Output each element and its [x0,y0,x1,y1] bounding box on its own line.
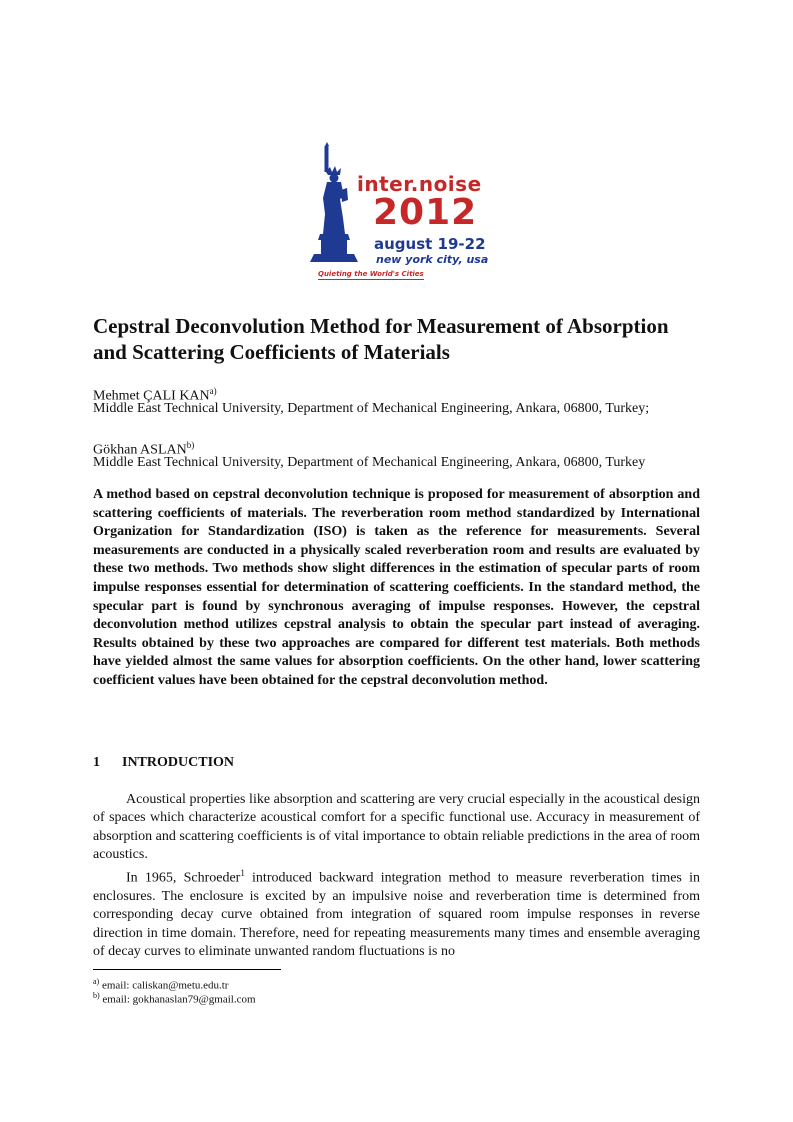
paper-title: Cepstral Deconvolution Method for Measurement of Absorption and Scattering Coefficients of Materials [93,314,669,364]
conference-logo [310,142,490,288]
section-heading [93,755,234,771]
p2-text-start: In 1965, Schroeder [126,870,241,886]
logo-tagline: Quieting the World's Cities [318,270,424,278]
logo-dates-text: august 19-22 [374,235,486,253]
logo-city-text: new york city, usa [376,253,489,266]
logo-year-text: 2012 [373,192,478,233]
author-1-affiliation: Middle East Technical University, Department of Mechanical Engineering, Ankara, 06800, Turkey; [93,401,650,416]
author-2-affiliation: Middle East Technical University, Department of Mechanical Engineering, Ankara, 06800, Turkey [93,455,646,470]
footnote-b-mark: b) [93,991,100,1000]
intro-paragraph-1: Acoustical properties like absorption and scattering are very crucial especially in the acoustical design of spaces which characterize acoustical comfort for a specific functional use. Accuracy in measurement of absorption and scattering coefficients is of vital importance to obtain reliable predictions in the area of room acoustics. [93,792,700,862]
p2-text-rest: introduced backward integration method to measure reverberation times in enclosures. The enclosure is excited by an impulsive noise and reverberation time is determined from corresponding decay curve obtained from integration of squared room impulse responses in reverse direction in time domain. Therefore, need for repeating measurements many times and ensemble averaging of decay curves to eliminate unwanted random fluctuations is no [93,870,700,959]
abstract: A method based on cepstral deconvolution technique is proposed for measurement of absorption and scattering coefficients of materials. The reverberation room method standardized by International Organization for Standardization (ISO) is taken as the reference for measurements. Several measurements are conducted in a physically scaled reverberation room and results are evaluated by these two methods. Two methods show slight differences in the estimation of specular parts of room impulse responses essential for determination of scattering coefficients. In the standard method, the specular part is found by synchronous averaging of impulse responses. However, the cepstral deconvolution method utilizes cepstral analysis to obtain the specular part instead of averaging. Results obtained by these two approaches are compared for different test materials. Both methods have yielded almost the same values for absorption coefficients. On the other hand, lower scattering coefficient values have been obtained for the cepstral deconvolution method. [93,487,700,688]
author-1-name-text: Mehmet ÇALI KAN [93,388,210,404]
intro-paragraph-2 [93,864,700,961]
section-title: INTRODUCTION [122,755,235,770]
author-1-mark: a) [209,386,217,396]
section-number: 1 [93,755,100,770]
footnote-a-mark: a) [93,977,100,986]
author-2-mark: b) [186,440,195,450]
footnote-b-text: email: gokhanaslan79@gmail.com [99,993,256,1006]
author-2-name-text: Gökhan ASLAN [93,442,187,458]
statue-of-liberty-icon [310,142,370,272]
logo-brand-text: inter.noise [357,172,482,196]
footnote-a-text: email: caliskan@metu.edu.tr [99,979,229,992]
citation-ref-1: 1 [240,868,245,878]
footnote-b [93,989,256,1007]
footnote-divider [93,969,281,970]
